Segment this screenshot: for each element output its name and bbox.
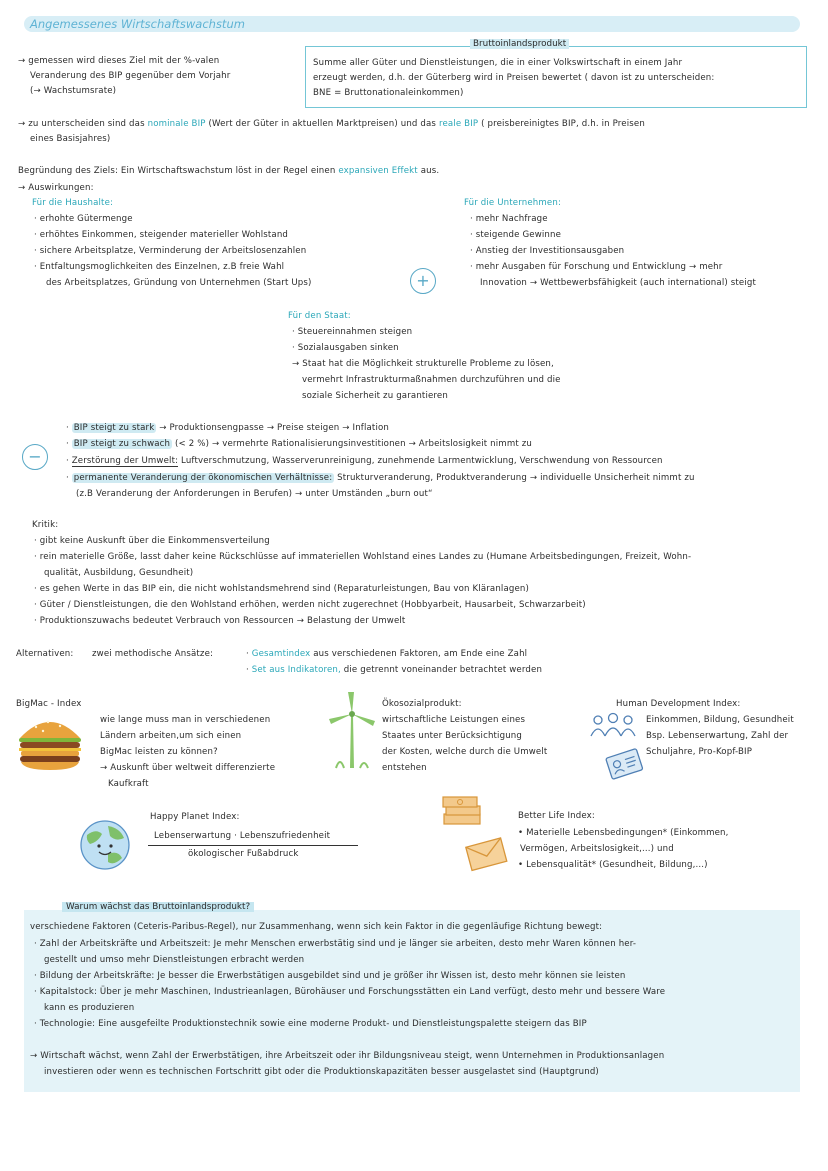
envelope-icon <box>462 832 512 874</box>
household-item: · sichere Arbeitsplatze, Verminderung der Arbeitslosenzahlen <box>34 246 307 256</box>
fraction-line <box>148 845 358 846</box>
alternative-1: · Gesamtindex aus verschiedenen Faktoren, am Ende eine Zahl <box>246 649 528 659</box>
negative-4-key: permanente Veranderung der ökonomischen Verhältnisse: <box>73 473 333 483</box>
growth-intro: verschiedene Faktoren (Ceteris-Paribus-Regel), nur Zusammenhang, wenn sich kein Faktor in die gegenläufige Richtung bewegt: <box>30 922 603 932</box>
critique-item: · gibt keine Auskunft über die Einkommensverteilung <box>34 536 270 546</box>
hdi-line: Einkommen, Bildung, Gesundheit <box>646 715 794 725</box>
expansive-effect: expansiven Effekt <box>338 166 418 176</box>
negative-4-cont: (z.B Veranderung der Anforderungen in Berufen) → unter Umständen „burn out“ <box>76 489 433 499</box>
company-item-cont: Innovation → Wettbewerbsfähigkeit (auch international) steigt <box>480 278 756 288</box>
reason-text-b: aus. <box>420 166 440 176</box>
state-item: · Sozialausgaben sinken <box>292 343 399 353</box>
eco-line: entstehen <box>382 763 427 773</box>
hdi-title: Human Development Index: <box>616 699 741 709</box>
growth-conclusion-cont: investieren oder wenn es technischen Fortschritt gibt oder die Produktionskapazitäten besser ausgelastet sind (Hauptgrund) <box>44 1067 599 1077</box>
bli-title: Better Life Index: <box>518 811 595 821</box>
bigmac-line: BigMac leisten zu können? <box>100 747 218 757</box>
page-title: Angemessenes Wirtschaftswachstum <box>30 17 245 31</box>
distinguish-text-a: → zu unterscheiden sind das <box>18 119 145 129</box>
growth-factor-cont: kann es produzieren <box>44 1003 135 1013</box>
bli-line: • Lebensqualität* (Gesundheit, Bildung,...) <box>518 860 708 870</box>
critique-item: · Güter / Dienstleistungen, die den Wohlstand erhöhen, werden nicht zugerechnet (Hobbyarbeit, Hausarbeit, Schwarzarbeit) <box>34 600 586 610</box>
real-bip: reale BIP <box>438 119 479 129</box>
negative-2-key: BIP steigt zu schwach <box>73 439 171 449</box>
critique-item: · Produktionszuwachs bedeutet Verbrauch von Ressourcen → Belastung der Umwelt <box>34 616 406 626</box>
growth-factor: · Zahl der Arbeitskräfte und Arbeitszeit: Je mehr Menschen erwerbstätig sind und je länger sie arbeiten, desto mehr Waren können her- <box>34 939 637 949</box>
nominal-bip: nominale BIP <box>147 119 206 129</box>
alternatives-approaches: zwei methodische Ansätze: <box>92 649 214 659</box>
household-item: · Entfaltungsmoglichkeiten des Einzelnen, z.B freie Wahl <box>34 262 285 272</box>
growth-label: Warum wächst das Bruttoinlandsprodukt? <box>62 902 254 912</box>
alternatives-label: Alternativen: <box>16 649 74 659</box>
state-item: → Staat hat die Möglichkeit strukturelle Probleme zu lösen, <box>292 359 554 369</box>
growth-factor: · Bildung der Arbeitskräfte: Je besser die Erwerbstätigen ausgebildet sind und je größer ihr Wissen ist, desto mehr können sie leisten <box>34 971 626 981</box>
negative-3-key: Zerstörung der Umwelt: <box>71 456 179 466</box>
distinguish-line <box>18 117 645 132</box>
distinguish-text-b: (Wert der Güter in aktuellen Marktpreisen) und das <box>208 119 437 129</box>
eco-line: wirtschaftliche Leistungen eines <box>382 715 526 725</box>
negative-1: · BIP steigt zu stark → Produktionsengpasse → Preise steigen → Inflation <box>66 423 389 433</box>
household-item-cont: des Arbeitsplatzes, Gründung von Unternehmen (Start Ups) <box>46 278 312 288</box>
intro-line-3: (→ Wachstumsrate) <box>30 86 117 96</box>
reason-text-a: Begründung des Ziels: Ein Wirtschaftswachstum löst in der Regel einen <box>18 166 336 176</box>
households-heading: Für die Haushalte: <box>32 198 114 208</box>
household-item: · erhohte Gütermenge <box>34 214 133 224</box>
globe-icon <box>78 818 132 872</box>
negative-2-text: (< 2 %) → vermehrte Rationalisierungsinvestitionen → Arbeitslosigkeit nimmt zu <box>175 439 532 449</box>
money-icon <box>440 792 484 828</box>
negative-3-text: Luftverschmutzung, Wasserverunreinigung, zunehmende Larmentwicklung, Verschwendung von Ressourcen <box>181 456 663 466</box>
eco-line: der Kosten, welche durch die Umwelt <box>382 747 548 757</box>
intro-line-2: Veranderung des BIP gegenüber dem Vorjahr <box>30 71 231 81</box>
alternative-2-text: die getrennt voneinander betrachtet werden <box>343 665 543 675</box>
intro-line-1: → gemessen wird dieses Ziel mit der %-valen <box>18 56 220 66</box>
hpi-title: Happy Planet Index: <box>150 812 240 822</box>
companies-heading: Für die Unternehmen: <box>464 198 562 208</box>
company-item: · mehr Ausgaben für Forschung und Entwicklung → mehr <box>470 262 723 272</box>
distinguish-text-c: ( preisbereinigtes BIP, d.h. in Preisen <box>481 119 645 129</box>
hpi-numerator: Lebenserwartung · Lebenszufriedenheit <box>154 831 331 841</box>
bli-line: Vermögen, Arbeitslosigkeit,...) und <box>520 844 674 854</box>
people-icon <box>588 712 638 740</box>
negative-1-text: → Produktionsengpasse → Preise steigen → Inflation <box>159 423 389 433</box>
growth-factor: · Technologie: Eine ausgefeilte Produktionstechnik sowie eine moderne Produkt- und Dienstleistungspalette steigern das BIP <box>34 1019 587 1029</box>
effects-heading: → Auswirkungen: <box>18 183 94 193</box>
state-item-cont: soziale Sicherheit zu garantieren <box>302 391 448 401</box>
bli-line: • Materielle Lebensbedingungen* (Einkommen, <box>518 828 729 838</box>
alternative-1-text: aus verschiedenen Faktoren, am Ende eine Zahl <box>313 649 528 659</box>
state-item-cont: vermehrt Infrastrukturmaßnahmen durchzuführen und die <box>302 375 561 385</box>
growth-conclusion: → Wirtschaft wächst, wenn Zahl der Erwerbstätigen, ihre Arbeitszeit oder ihr Bildungsniveau steigt, wenn Unternehmen in Produktionsanlagen <box>30 1051 665 1061</box>
negative-4: · permanente Veranderung der ökonomischen Verhältnisse: Strukturveranderung, Produktveranderung → individuelle Unsicherheit nimmt zu <box>66 473 695 483</box>
negative-2: · BIP steigt zu schwach (< 2 %) → vermehrte Rationalisierungsinvestitionen → Arbeitslosigkeit nimmt zu <box>66 439 532 449</box>
alternative-1-key: Gesamtindex <box>251 649 311 659</box>
reason-line <box>18 164 439 179</box>
growth-factor: · Kapitalstock: Über je mehr Maschinen, Industrieanlagen, Bürohäuser und Forschungsstätten ein Land verfügt, desto mehr und bessere Ware <box>34 987 666 997</box>
negative-1-key: BIP steigt zu stark <box>73 423 155 433</box>
definition-line-1: Summe aller Güter und Dienstleistungen, die in einer Volkswirtschaft in einem Jahr <box>313 58 683 68</box>
eco-title: Ökosozialprodukt: <box>382 699 462 709</box>
eco-line: Staates unter Berücksichtigung <box>382 731 522 741</box>
household-item: · erhöhtes Einkommen, steigender materieller Wohlstand <box>34 230 289 240</box>
minus-icon: − <box>22 444 48 470</box>
critique-item: · rein materielle Größe, lasst daher keine Rückschlüsse auf immateriellen Wohlstand eines Landes zu (Humane Arbeitsbedingungen, Freizeit, Wohn- <box>34 552 692 562</box>
company-item: · Anstieg der Investitionsausgaben <box>470 246 625 256</box>
negative-3: · Zerstörung der Umwelt: Luftverschmutzung, Wasserverunreinigung, zunehmende Larmentwicklung, Verschwendung von Ressourcen <box>66 456 663 466</box>
growth-factor-cont: gestellt und umso mehr Dienstleistungen erbracht werden <box>44 955 305 965</box>
company-item: · steigende Gewinne <box>470 230 562 240</box>
bigmac-line: Kaufkraft <box>108 779 149 789</box>
distinguish-line-2: eines Basisjahres) <box>30 134 111 144</box>
bigmac-line: wie lange muss man in verschiedenen <box>100 715 271 725</box>
id-card-icon <box>604 746 644 780</box>
definition-line-3: BNE = Bruttonationaleinkommen) <box>313 88 464 98</box>
hpi-denominator: ökologischer Fußabdruck <box>188 849 299 859</box>
hdi-line: Bsp. Lebenserwartung, Zahl der <box>646 731 789 741</box>
burger-icon <box>16 712 84 772</box>
alternative-2-key: Set aus Indikatoren, <box>251 665 341 675</box>
hdi-line: Schuljahre, Pro-Kopf-BIP <box>646 747 753 757</box>
plus-icon: + <box>410 268 436 294</box>
state-item: · Steuereinnahmen steigen <box>292 327 413 337</box>
wind-turbine-icon <box>326 690 378 770</box>
state-heading: Für den Staat: <box>288 311 351 321</box>
bigmac-line: Ländern arbeiten,um sich einen <box>100 731 242 741</box>
negative-4-text: Strukturveranderung, Produktveranderung → individuelle Unsicherheit nimmt zu <box>337 473 695 483</box>
bigmac-line: → Auskunft über weltweit differenzierte <box>100 763 276 773</box>
critique-heading: Kritik: <box>32 520 59 530</box>
company-item: · mehr Nachfrage <box>470 214 548 224</box>
critique-item: · es gehen Werte in das BIP ein, die nicht wohlstandsmehrend sind (Reparaturleistungen, Bau von Kläranlagen) <box>34 584 530 594</box>
alternative-2: · Set aus Indikatoren, die getrennt voneinander betrachtet werden <box>246 665 543 675</box>
critique-item: qualität, Ausbildung, Gesundheit) <box>44 568 194 578</box>
definition-line-2: erzeugt werden, d.h. der Güterberg wird in Preisen bewertet ( davon ist zu unterscheiden: <box>313 73 715 83</box>
bigmac-title: BigMac - Index <box>16 699 82 709</box>
definition-label: Bruttoinlandsprodukt <box>470 39 569 49</box>
